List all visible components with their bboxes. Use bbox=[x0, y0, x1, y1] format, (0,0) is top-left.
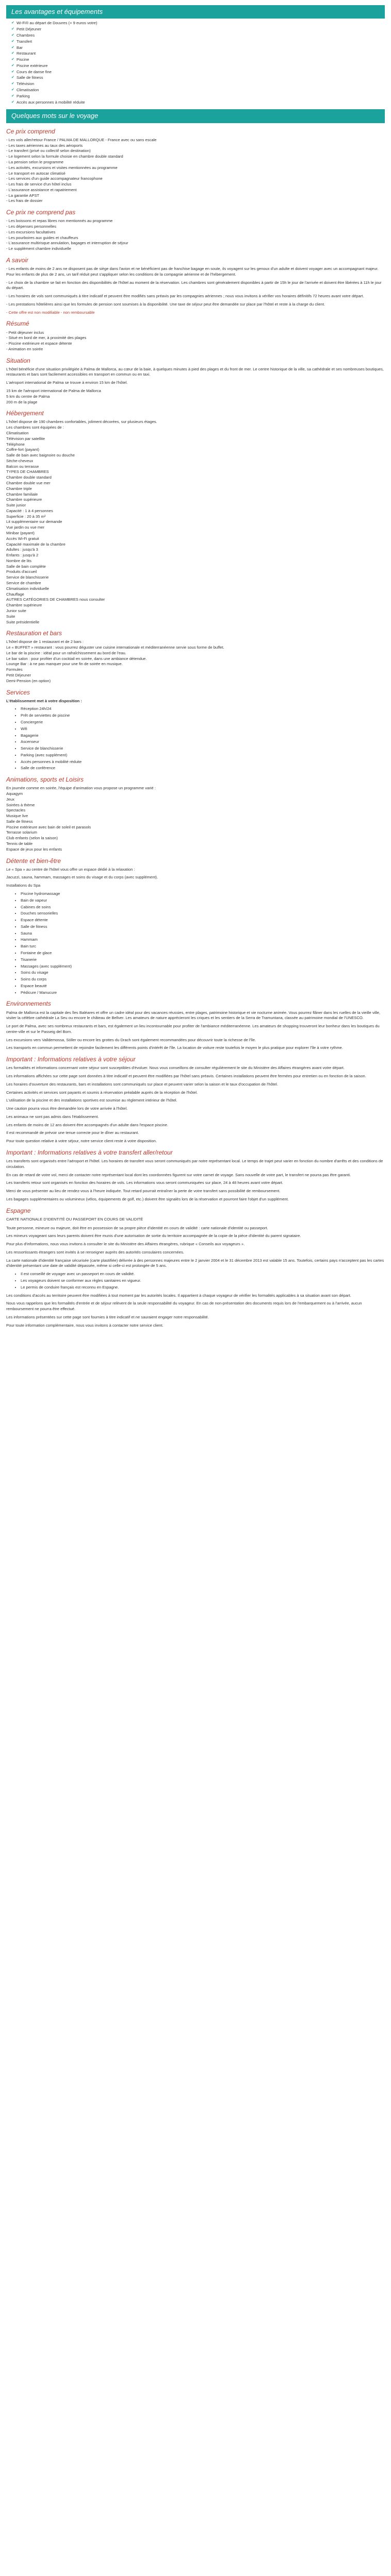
accommodation-line: Coffre-fort (payant) bbox=[6, 447, 40, 452]
spain-tail-paragraph: Les conditions d'accès au territoire peuvent être modifiées à tout moment par les autorités locales. Il appartient à chaque voyageur de vérifier les formalités applicables à sa situation avant son départ. bbox=[6, 1293, 351, 1298]
accommodation-line: Nombre de lits bbox=[6, 558, 31, 563]
dining-line: Le bar salon : pour profiter d'un cocktail en soirée, dans une ambiance détendue. bbox=[6, 656, 147, 661]
wellness-paragraph: Jacuzzi, sauna, hammam, massages et soins du visage et du corps (avec supplément). bbox=[6, 875, 158, 880]
activities-title: Animations, sports et Loisirs bbox=[6, 776, 84, 784]
includes-item: - Le transport en autocar climatisé bbox=[6, 171, 66, 176]
amenity-item bbox=[11, 57, 385, 63]
spain-tail bbox=[6, 1293, 385, 1329]
good-to-know-paragraph: - Les horaires de vols sont communiqués à titre indicatif et peuvent être modifiés sans préavis par les compagnies aériennes ; nous vous invitons à vérifier vos horaires définitifs 72 heures avant votre départ. bbox=[6, 294, 364, 299]
check-icon: ✔ bbox=[11, 63, 14, 67]
amenity-label: Salle de fitness bbox=[17, 75, 43, 80]
stay-info-title: Important : Informations relatives à votre séjour bbox=[6, 1056, 136, 1063]
accommodation-line: Les chambres sont équipées de : bbox=[6, 425, 64, 430]
location-paragraph: L'aéroport international de Palma se trouve à environ 15 km de l'hôtel. bbox=[6, 380, 128, 385]
includes-item: - Les services d'un guide accompagnateur francophone bbox=[6, 176, 103, 181]
surroundings-paragraph: Palma de Mallorca est la capitale des îles Baléares et offre un cadre idéal pour des vacances réussies, entre plages, patrimoine historique et vie nocturne animée. Vous pourrez flâner dans les ruelles de la vieille ville, visiter la célèbre cathédrale La Seu ou encore le château de Bellver. Les amateurs de nature apprécieront les criques et les sentiers de la Serra de Tramuntana, classée au patrimoine mondial de l'UNESCO. bbox=[6, 1010, 381, 1021]
stay-info-paragraph: Les informations affichées sur cette page sont données à titre indicatif et peuvent être modifiées par l'hôtel sans préavis. Certaines installations peuvent être fermées pour entretien ou en fonction de la saison. bbox=[6, 1074, 366, 1078]
summary-line: - Petit déjeuner inclus bbox=[6, 330, 44, 335]
wellness-item: • Pédicure / Manucure bbox=[21, 990, 385, 996]
transfer-info-title: Important : Informations relatives à votre transfert aller/retour bbox=[6, 1149, 173, 1157]
services-intro: L'établissement met à votre disposition : bbox=[6, 698, 82, 703]
check-icon: ✔ bbox=[11, 76, 14, 80]
amenity-item bbox=[11, 88, 385, 93]
accommodation-line: Enfants : jusqu'à 2 bbox=[6, 553, 39, 558]
amenity-item bbox=[11, 33, 385, 39]
includes-item: - L'assurance assistance et rapatriement bbox=[6, 187, 77, 192]
stay-info-paragraph: Certaines activités et services sont payants et soumis à réservation préalable auprès de la réception de l'hôtel. bbox=[6, 1090, 198, 1095]
includes-title: Ce prix comprend bbox=[6, 127, 55, 135]
accommodation-line: Chambre triple bbox=[6, 486, 32, 491]
accommodation-line: Vue jardin ou vue mer bbox=[6, 525, 45, 530]
wellness-item: • Piscine hydromassage bbox=[21, 891, 385, 897]
check-icon: ✔ bbox=[11, 45, 14, 49]
dining-line: Le bar de la piscine : idéal pour un rafraîchissement au bord de l'eau. bbox=[6, 650, 126, 655]
activity-line: Terrasse solarium bbox=[6, 830, 37, 835]
spain-title: Espagne bbox=[6, 1207, 31, 1214]
activity-line: Aquagym bbox=[6, 791, 23, 796]
check-icon: ✔ bbox=[11, 70, 14, 74]
amenity-label: Transfert bbox=[17, 39, 32, 44]
includes-item: - Le transfert (privé ou collectif selon destination) bbox=[6, 148, 91, 154]
check-icon: ✔ bbox=[11, 27, 14, 31]
amenity-item bbox=[11, 45, 385, 51]
check-icon: ✔ bbox=[11, 94, 14, 98]
amenity-item bbox=[11, 27, 385, 32]
stay-info-paragraph: Pour toute question relative à votre séjour, notre service client reste à votre disposition. bbox=[6, 1139, 157, 1144]
amenity-label: Petit Déjeuner bbox=[17, 27, 42, 32]
service-item: • Salle de conférence bbox=[21, 766, 385, 771]
dining-line: Petit Déjeuner bbox=[6, 673, 31, 677]
wellness-item: • Bain turc bbox=[21, 944, 385, 950]
spain-paragraph: Les ressortissants étrangers sont invités à se renseigner auprès des autorités consulaires concernées. bbox=[6, 1249, 184, 1255]
includes-item: - Le logement selon la formule choisie en chambre double standard bbox=[6, 154, 123, 159]
amenities-list bbox=[6, 21, 385, 105]
wellness-paragraph: Le « Spa » au centre de l'hôtel vous offre un espace dédié à la relaxation : bbox=[6, 867, 135, 872]
amenity-item bbox=[11, 75, 385, 81]
amenity-label: Piscine extérieure bbox=[17, 63, 48, 68]
accommodation-line: Lit supplémentaire sur demande bbox=[6, 519, 62, 524]
accommodation-line: TYPES DE CHAMBRES bbox=[6, 469, 49, 474]
check-icon: ✔ bbox=[11, 100, 14, 104]
check-icon: ✔ bbox=[11, 58, 14, 62]
services-title: Services bbox=[6, 688, 30, 696]
activity-line: Soirées à thème bbox=[6, 802, 35, 807]
dining-line: Formules bbox=[6, 667, 23, 672]
wellness-item: • Sauna bbox=[21, 931, 385, 937]
amenity-label: Bar bbox=[17, 45, 23, 50]
wellness-item: • Soins du corps bbox=[21, 977, 385, 982]
wellness-item: • Cabines de soins bbox=[21, 905, 385, 910]
transfer-info-paragraph: Les transferts retour sont organisés en fonction des horaires de vols. Les informations vous seront communiquées sur place, 24 à 48 heures avant votre départ. bbox=[6, 1180, 283, 1185]
good-to-know-paragraph: - Les prestations hôtelières ainsi que les formules de pension sont soumises à la disponibilité. Une taxe de séjour peut être demandée sur place par l'hôtel et reste à la charge du client. bbox=[6, 301, 325, 307]
includes-item: - La garantie APST bbox=[6, 193, 40, 198]
activity-line: Salle de fitness bbox=[6, 819, 33, 824]
stay-info-paragraph: Il est recommandé de prévoir une tenue correcte pour le dîner au restaurant. bbox=[6, 1130, 139, 1136]
spain-tail-paragraph: Les informations présentées sur cette page sont fournies à titre indicatif et ne sauraient engager notre responsabilité. bbox=[6, 1314, 209, 1319]
transfer-info-paragraph: Les transferts sont organisés entre l'aéroport et l'hôtel. Les horaires de transfert vous seront communiqués par notre représentant local. Le temps de trajet peut varier en fonction du nombre d'arrêts et des conditions de circulation. bbox=[6, 1159, 383, 1169]
accommodation-line: Minibar (payant) bbox=[6, 531, 35, 535]
wellness-list bbox=[6, 891, 385, 996]
location-paragraph: L'hôtel bénéficie d'une situation privilégiée à Palma de Mallorca, au cœur de la baie, à quelques minutes à pied des plages et du front de mer. Le centre historique de la ville, sa cathédrale et ses nombreuses boutiques, restaurants et bars sont facilement accessibles en transport en commun ou en taxi. bbox=[6, 366, 384, 377]
service-item: • Wifi bbox=[21, 726, 385, 732]
services-list bbox=[6, 706, 385, 771]
accommodation-line: Chauffage bbox=[6, 591, 24, 597]
surroundings-paragraph: Les excursions vers Valldemossa, Sóller ou encore les grottes du Drach sont également recommandées pour découvrir toute la richesse de l'île. bbox=[6, 1037, 256, 1042]
wellness-item: • Hammam bbox=[21, 937, 385, 943]
wellness-item: • Massages (avec supplément) bbox=[21, 964, 385, 970]
wellness-paras bbox=[6, 867, 385, 889]
amenity-label: Restaurant bbox=[17, 51, 36, 56]
check-icon: ✔ bbox=[11, 21, 14, 25]
wellness-item: • Fontaine de glace bbox=[21, 951, 385, 956]
check-icon: ✔ bbox=[11, 88, 14, 92]
excludes-item: - Le supplément chambre individuelle bbox=[6, 246, 71, 251]
accommodation-line: L'hôtel dispose de 190 chambres confortables, joliment décorées, sur plusieurs étages. bbox=[6, 419, 157, 425]
includes-item: - Les vols aller/retour France / PALMA DE MALLORQUE - France avec ou sans escale bbox=[6, 137, 157, 142]
surroundings-paragraph: Le port de Palma, avec ses nombreux restaurants et bars, est également un lieu incontournable pour profiter de l'ambiance méditerranéenne. Les amateurs de shopping trouveront leur bonheur dans les boutiques du centre-ville et sur le Passeig del Born. bbox=[6, 1024, 380, 1034]
accommodation-line: Climatisation individuelle bbox=[6, 586, 50, 591]
surroundings-title: Environnements bbox=[6, 1000, 51, 1008]
includes-list bbox=[6, 138, 385, 204]
check-icon: ✔ bbox=[11, 82, 14, 86]
accommodation-lines bbox=[6, 419, 385, 625]
amenity-label: Piscine bbox=[17, 57, 29, 62]
accommodation-line: Service de blanchisserie bbox=[6, 575, 49, 580]
summary-title: Résumé bbox=[6, 320, 29, 328]
accommodation-line: Sèche-cheveux bbox=[6, 458, 34, 463]
wellness-item: • Tisanerie bbox=[21, 957, 385, 963]
accommodation-line: Balcon ou terrasse bbox=[6, 464, 39, 469]
wellness-item: • Bain de vapeur bbox=[21, 898, 385, 904]
accommodation-line: Chambre supérieure bbox=[6, 497, 42, 502]
activities-lines bbox=[6, 786, 385, 852]
activity-line: Espace de jeux pour les enfants bbox=[6, 846, 62, 852]
stay-info-paragraph: Les horaires d'ouverture des restaurants, bars et installations sont communiqués sur place et peuvent varier selon la saison et le taux d'occupation de l'hôtel. bbox=[6, 1081, 278, 1087]
wellness-title: Détente et bien-être bbox=[6, 857, 61, 865]
accommodation-line: Chambre supérieure bbox=[6, 603, 42, 608]
amenity-item bbox=[11, 81, 385, 87]
location-paras bbox=[6, 367, 385, 386]
service-item: • Réception 24h/24 bbox=[21, 706, 385, 712]
transfer-info-paragraph: En cas de retard de votre vol, merci de contacter notre représentant local dont les coordonnées figurent sur votre carnet de voyage. Sans nouvelle de votre part, le transfert ne pourra pas être garanti. bbox=[6, 1172, 351, 1177]
activity-line: Musique live bbox=[6, 814, 28, 819]
activity-line: Tennis de table bbox=[6, 841, 33, 846]
summary-line: - Animation en soirée bbox=[6, 346, 43, 351]
dining-line: Le « BUFFET » restaurant : vous pourrez déguster une cuisine internationale et méditerranéenne servie sous forme de buffet. bbox=[6, 645, 224, 650]
stay-info-paragraph: Une caution pourra vous être demandée lors de votre arrivée à l'hôtel. bbox=[6, 1106, 128, 1111]
accommodation-line: Capacité : 1 à 4 personnes bbox=[6, 508, 53, 513]
spain-line: CARTE NATIONALE D'IDENTITÉ OU PASSEPORT EN COURS DE VALIDITÉ bbox=[6, 1216, 143, 1222]
amenities-banner: Les avantages et équipements bbox=[6, 5, 385, 19]
amenity-label: Cours de danse fine bbox=[17, 69, 52, 74]
amenity-item bbox=[11, 70, 385, 75]
accommodation-line: Téléphone bbox=[6, 442, 25, 447]
wellness-item: • Espace beauté bbox=[21, 984, 385, 989]
accommodation-line: Adultes : jusqu'à 3 bbox=[6, 547, 38, 552]
amenity-label: Chambres bbox=[17, 33, 35, 38]
accommodation-line: Accès Wi-Fi gratuit bbox=[6, 536, 39, 541]
amenity-item bbox=[11, 94, 385, 99]
non-refundable-note: - Cette offre est non modifiable - non remboursable bbox=[6, 310, 95, 315]
amenity-item bbox=[11, 21, 385, 26]
good-to-know-body bbox=[6, 266, 385, 308]
amenity-label: Accès aux personnes à mobilité réduite bbox=[17, 99, 85, 105]
stay-info-paragraph: L'utilisation de la piscine et des installations sportives est soumise au règlement intérieur de l'hôtel. bbox=[6, 1098, 177, 1103]
good-to-know-paragraph: - Le choix de la chambre se fait en fonction des disponibilités de l'hôtel au moment de la réservation. Les chambres sont généralement disponibles à partir de 15h le jour de l'arrivée et doivent être libérées à 11h le jour du départ. bbox=[6, 280, 382, 291]
service-item: • Prêt de serviettes de piscine bbox=[21, 713, 385, 719]
dining-line: Demi-Pension (en option) bbox=[6, 678, 51, 683]
excludes-title: Ce prix ne comprend pas bbox=[6, 209, 76, 216]
check-icon: ✔ bbox=[11, 33, 14, 38]
transfer-info-paras bbox=[6, 1159, 385, 1202]
location-line: 15 km de l'aéroport international de Palma de Mallorca bbox=[6, 388, 101, 393]
spain-paragraph: La carte nationale d'identité française sécurisée (carte plastifiée) délivrée à des personnes majeures entre le 2 janvier 2004 et le 31 décembre 2013 est valable 15 ans. Toutefois, certains pays n'acceptent pas les cartes d'identité présentant une date de validité dépassée, même si celle-ci est prolongée de 5 ans. bbox=[6, 1258, 384, 1268]
summary-line: - Piscine extérieure et espace détente bbox=[6, 341, 72, 346]
accommodation-line: Chambre double vue mer bbox=[6, 480, 51, 485]
amenity-item bbox=[11, 39, 385, 45]
accommodation-line: Salle de bain avec baignoire ou douche bbox=[6, 453, 75, 458]
service-item: • Accès personnes à mobilité réduite bbox=[21, 759, 385, 765]
excludes-item: - Les pourboires aux guides et chauffeurs bbox=[6, 235, 78, 240]
accommodation-line: Chambre familiale bbox=[6, 492, 38, 497]
amenity-label: Wi-Fi® au départ de Douvres (+ 9 euros votre) bbox=[17, 21, 97, 26]
spain-bullet: • Les voyageurs doivent se conformer aux règles sanitaires en vigueur. bbox=[21, 1278, 385, 1284]
excludes-item: - L'assurance multirisque annulation, bagages et interruption de séjour bbox=[6, 241, 128, 246]
amenity-label: Climatisation bbox=[17, 88, 39, 93]
accommodation-line: Suite junior bbox=[6, 503, 26, 508]
surroundings-paragraph: Les transports en commun permettent de rejoindre facilement les différents points d'intérêt de l'île. La location de voiture reste toutefois le moyen le plus pratique pour explorer l'île à votre rythme. bbox=[6, 1045, 343, 1050]
location-line: 5 km du centre de Palma bbox=[6, 394, 50, 399]
activity-line: En journée comme en soirée, l'équipe d'animation vous propose un programme varié : bbox=[6, 786, 156, 791]
spain-tail-paragraph: Pour toute information complémentaire, nous vous invitons à contacter notre service client. bbox=[6, 1323, 164, 1328]
includes-item: - Les activités, excursions et visites mentionnées au programme bbox=[6, 165, 118, 170]
activity-line: Spectacles bbox=[6, 808, 26, 813]
accommodation-title: Hébergement bbox=[6, 410, 44, 417]
dining-line: L'hôtel dispose de 1 restaurant et de 2 bars : bbox=[6, 639, 84, 645]
accommodation-line: Capacité maximale de la chambre bbox=[6, 541, 66, 547]
service-item: • Service de blanchisserie bbox=[21, 746, 385, 752]
excludes-item: - Les boissons et repas libres non mentionnés au programme bbox=[6, 218, 113, 224]
accommodation-line: Télévision par satellite bbox=[6, 436, 45, 441]
transfer-info-paragraph: Les bagages supplémentaires ou volumineux (vélos, équipements de golf, etc.) doivent être signalés lors de la réservation et pourront faire l'objet d'un supplément. bbox=[6, 1196, 289, 1201]
spain-paras bbox=[6, 1226, 385, 1269]
location-lines bbox=[6, 388, 385, 405]
includes-item: - La pension selon le programme bbox=[6, 160, 64, 164]
trip-banner: Quelques mots sur le voyage bbox=[6, 109, 385, 123]
includes-item: - Les frais de service d'un hôtel inclus bbox=[6, 182, 72, 187]
accommodation-line: Suite bbox=[6, 614, 15, 619]
summary-lines bbox=[6, 330, 385, 352]
amenity-item bbox=[11, 100, 385, 106]
accommodation-line: Chambre double standard bbox=[6, 475, 52, 480]
spain-paragraph: Pour plus d'informations, nous vous invitons à consulter le site du Ministère des Affaires étrangères, rubrique « Conseils aux voyageurs ». bbox=[6, 1242, 245, 1247]
service-item: • Conciergerie bbox=[21, 720, 385, 725]
service-item: • Bagagerie bbox=[21, 733, 385, 739]
wellness-item: • Soins du visage bbox=[21, 970, 385, 976]
summary-line: - Situé en bord de mer, à proximité des plages bbox=[6, 335, 87, 341]
amenity-item bbox=[11, 63, 385, 69]
transfer-info-paragraph: Merci de vous présenter au lieu de rendez-vous à l'heure indiquée. Tout retard pourrait entraîner la perte de votre transfert sans possibilité de remboursement. bbox=[6, 1189, 281, 1194]
stay-info-paragraph: Les animaux ne sont pas admis dans l'établissement. bbox=[6, 1114, 99, 1119]
spain-bullets bbox=[6, 1272, 385, 1290]
surroundings-paras bbox=[6, 1010, 385, 1052]
accommodation-line: Produits d'accueil bbox=[6, 569, 37, 574]
wellness-item: • Douches sensorielles bbox=[21, 911, 385, 917]
dining-line: Lounge Bar : à ne pas manquer pour une fin de soirée en musique. bbox=[6, 662, 123, 667]
stay-info-paragraph: Les enfants de moins de 12 ans doivent être accompagnés d'un adulte dans l'espace piscine. bbox=[6, 1122, 169, 1127]
location-line: 200 m de la plage bbox=[6, 399, 38, 404]
accommodation-line: Service de chambre bbox=[6, 581, 41, 586]
stay-info-paragraph: Les formalités et informations concernant votre séjour sont susceptibles d'évoluer. Nous vous conseillons de consulter régulièrement le site du Ministère des Affaires étrangères avant votre départ. bbox=[6, 1065, 345, 1071]
activity-line: Club enfants (selon la saison) bbox=[6, 836, 58, 841]
dining-lines bbox=[6, 639, 385, 684]
accommodation-line: Salle de bain complète bbox=[6, 564, 46, 569]
accommodation-line: AUTRES CATÉGORIES DE CHAMBRES nous consulter bbox=[6, 597, 105, 602]
good-to-know-paragraph: - Les enfants de moins de 2 ans ne disposent pas de siège dans l'avion et ne bénéficient pas de franchise bagage en soute, ils voyagent sur les genoux d'un adulte et doivent voyager avec un accompagnant majeur. Pour les enfants de plus de 2 ans, un tarif réduit peut s'appliquer selon les conditions de la compagnie aérienne et de l'hébergement. bbox=[6, 266, 379, 277]
amenity-label: Parking bbox=[17, 93, 30, 98]
accommodation-line: Climatisation bbox=[6, 430, 29, 435]
good-to-know-title: A savoir bbox=[6, 256, 28, 264]
spain-bullet: • Il est conseillé de voyager avec un passeport en cours de validité. bbox=[21, 1272, 385, 1277]
includes-item: - Les taxes aériennes au taux des aéroports bbox=[6, 143, 83, 148]
spain-bullet: • Le permis de conduire français est reconnu en Espagne. bbox=[21, 1285, 385, 1291]
excludes-list bbox=[6, 218, 385, 252]
accommodation-line: Suite présidentielle bbox=[6, 619, 40, 624]
amenity-label: Télévision bbox=[17, 81, 35, 87]
check-icon: ✔ bbox=[11, 52, 14, 56]
accommodation-line: Junior suite bbox=[6, 608, 26, 613]
spain-paragraph: Les mineurs voyageant sans leurs parents doivent être munis d'une autorisation de sortie du territoire accompagnée de la copie de la pièce d'identité du parent signataire. bbox=[6, 1233, 301, 1239]
wellness-paragraph: Installations du Spa bbox=[6, 883, 41, 888]
stay-info-paras bbox=[6, 1065, 385, 1144]
amenity-item bbox=[11, 51, 385, 57]
excludes-item: - Les excursions facultatives bbox=[6, 229, 56, 234]
service-item: • Ascenseur bbox=[21, 739, 385, 745]
activity-line: Jeux bbox=[6, 796, 15, 802]
activity-line: Piscine extérieure avec bain de soleil et parasols bbox=[6, 824, 91, 829]
excludes-item: - Les dépenses personnelles bbox=[6, 224, 57, 229]
location-title: Situation bbox=[6, 357, 30, 364]
includes-item: - Les frais de dossier bbox=[6, 198, 43, 204]
check-icon: ✔ bbox=[11, 39, 14, 43]
wellness-item: • Espace détente bbox=[21, 918, 385, 923]
service-item: • Parking (avec supplément) bbox=[21, 753, 385, 758]
spain-lines bbox=[6, 1217, 385, 1223]
accommodation-line: Superficie : 20 à 35 m² bbox=[6, 514, 46, 519]
wellness-item: • Salle de fitness bbox=[21, 924, 385, 930]
dining-title: Restauration et bars bbox=[6, 630, 62, 637]
spain-tail-paragraph: Nous vous rappelons que les formalités d'entrée et de séjour relèvent de la seule responsabilité du voyageur. En cas de non-présentation des documents requis lors de l'embarquement ou à l'arrivée, aucun remboursement ne pourra être effectué. bbox=[6, 1301, 362, 1312]
spain-paragraph: Toute personne, mineure ou majeure, doit être en possession de sa propre pièce d'identité en cours de validité : carte nationale d'identité ou passeport. bbox=[6, 1225, 268, 1230]
